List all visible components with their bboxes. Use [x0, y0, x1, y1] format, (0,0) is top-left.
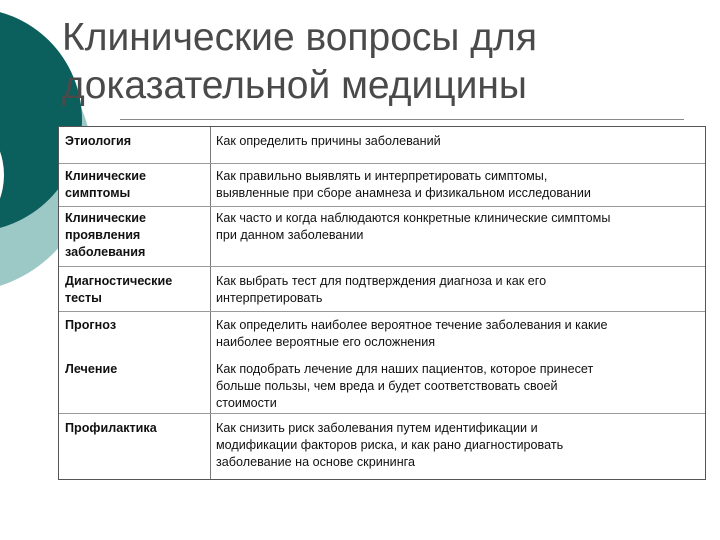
row-question: Как часто и когда наблюдаются конкретные клинические симптомы при данном заболевании [216, 211, 611, 242]
table-row [59, 207, 705, 267]
row-term: Клинические симптомы [65, 169, 146, 200]
table-row [59, 127, 705, 164]
row-term: Прогноз [65, 318, 117, 332]
title-line-2: доказательной медицины [62, 64, 527, 107]
title-line-1: Клинические вопросы для [62, 16, 537, 59]
row-term: Лечение [65, 362, 118, 376]
table-row [59, 164, 705, 207]
row-question: Как подобрать лечение для наших пациентов, которое принесет больше пользы, чем вреда и будет соответствовать своей стоимости [216, 362, 594, 410]
table-row [59, 267, 705, 312]
row-question: Как выбрать тест для подтверждения диагноза и как его интерпретировать [216, 274, 547, 305]
row-term: Диагностические тесты [65, 274, 173, 305]
table-row-group [59, 312, 705, 414]
row-term: Клинические проявления заболевания [65, 211, 146, 259]
row-question: Как определить причины заболеваний [216, 134, 441, 148]
row-term: Этиология [65, 134, 132, 148]
row-question: Как определить наиболее вероятное течение заболевания и какие наиболее вероятные его осложнения [216, 318, 608, 349]
row-question: Как снизить риск заболевания путем идентификации и модификации факторов риска, и как рано диагностировать заболевание на основе скрининга [216, 421, 564, 469]
slide-title [62, 14, 682, 110]
title-divider [120, 119, 684, 120]
row-term: Профилактика [65, 421, 157, 435]
table-row [59, 414, 705, 479]
row-question: Как правильно выявлять и интерпретировать симптомы, выявленные при сборе анамнеза и физикальном исследовании [216, 169, 591, 200]
clinical-questions-table [58, 126, 706, 480]
